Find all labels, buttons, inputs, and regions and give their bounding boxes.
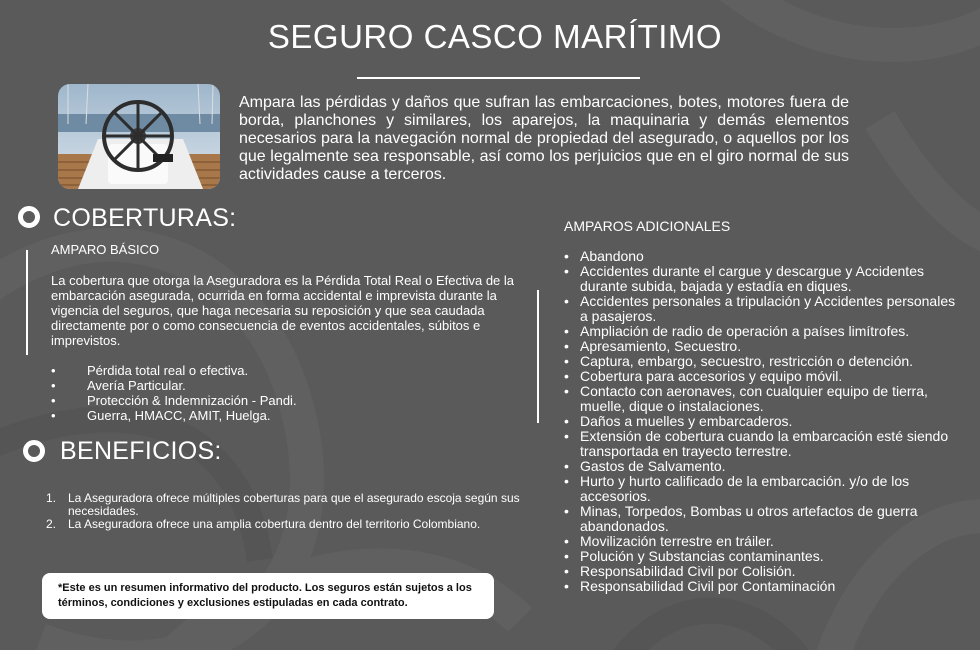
- list-text: La Aseguradora ofrece múltiples coberturas para que el asegurado escoja según sus necesidades.: [68, 491, 520, 518]
- beneficios-list: [46, 492, 526, 531]
- page-title: SEGURO CASCO MARÍTIMO: [267, 18, 723, 55]
- amparo-basico-heading: AMPARO BÁSICO: [51, 242, 160, 257]
- coberturas-list: [51, 363, 451, 423]
- list-item: • Cobertura para accesorios y equipo móvil.: [563, 369, 963, 384]
- list-item: • Avería Particular.: [51, 378, 451, 393]
- list-item: • Protección & Indemnización - Pandi.: [51, 393, 451, 408]
- amparos-adicionales-list: [563, 249, 963, 594]
- list-item: • Accidentes personales a tripulación y Accidentes personales a pasajeros.: [563, 294, 963, 324]
- list-item: • Contacto con aeronaves, con cualquier equipo de tierra, muelle, dique o instalaciones.: [563, 384, 963, 414]
- list-item: [46, 518, 526, 531]
- beneficios-heading: BENEFICIOS:: [60, 437, 222, 465]
- boat-helm-image: [58, 84, 220, 189]
- title-underline: [357, 77, 640, 79]
- list-number: 2.: [46, 517, 57, 531]
- boat-helm-photo: [58, 84, 220, 189]
- list-item: • Movilización terrestre en tráiler.: [563, 534, 963, 549]
- list-item: • Gastos de Salvamento.: [563, 459, 963, 474]
- list-item: • Minas, Torpedos, Bombas u otros artefactos de guerra abandonados.: [563, 504, 963, 534]
- list-item: • Responsabilidad Civil por Colisión.: [563, 564, 963, 579]
- list-item: • Hurto y hurto calificado de la embarcación. y/o de los accesorios.: [563, 474, 963, 504]
- list-item: • Pérdida total real o efectiva.: [51, 363, 451, 378]
- list-item: • Responsabilidad Civil por Contaminación: [563, 579, 963, 594]
- list-item: • Polución y Substancias contaminantes.: [563, 549, 963, 564]
- list-item: • Extensión de cobertura cuando la embarcación esté siendo transportada en trayecto terrestre.: [563, 429, 963, 459]
- list-item: • Accidentes durante el cargue y descargue y Accidentes durante subida, bajada y estadía en diques.: [563, 264, 963, 294]
- amparos-divider: [537, 290, 539, 423]
- list-item: • Captura, embargo, secuestro, restricción o detención.: [563, 354, 963, 369]
- list-text: La Aseguradora ofrece una amplia cobertura dentro del territorio Colombiano.: [68, 517, 481, 531]
- coberturas-divider: [26, 250, 28, 355]
- amparos-adicionales-heading: AMPAROS ADICIONALES: [564, 218, 731, 234]
- list-item: • Daños a muelles y embarcaderos.: [563, 414, 963, 429]
- list-item: [46, 492, 526, 518]
- list-item: • Abandono: [563, 249, 963, 264]
- coberturas-heading: COBERTURAS:: [53, 204, 237, 232]
- disclaimer-box: [42, 573, 494, 619]
- list-number: 1.: [46, 491, 57, 505]
- intro-text: Ampara las pérdidas y daños que sufran las embarcaciones, botes, motores fuera de borda, planchones y similares, los aparejos, la maquinaria y demás elementos necesarios para la navegación normal de propiedad del asegurado, o aquellos por los que legalmente sea responsable, así como los perjuicios que en el giro normal de sus actividades cause a terceros.: [239, 94, 849, 183]
- list-item: • Guerra, HMACC, AMIT, Huelga.: [51, 408, 451, 423]
- beneficios-bullet-icon: [23, 440, 45, 462]
- coberturas-bullet-icon: [18, 206, 40, 228]
- list-item: • Apresamiento, Secuestro.: [563, 339, 963, 354]
- amparo-basico-description: La cobertura que otorga la Aseguradora es la Pérdida Total Real o Efectiva de la embarcación asegurada, ocurrida en forma accidental e imprevista durante la vigencia del seguros, que haga necesaria su reposición y que sea caudada directamente por o como consecuencia de eventos accidentales, súbitos e imprevistos.: [51, 273, 515, 348]
- disclaimer-text: *Este es un resumen informativo del producto. Los seguros están sujetos a los términos, condiciones y exclusiones estipuladas en cada contrato.: [58, 582, 472, 609]
- list-item: • Ampliación de radio de operación a países limítrofes.: [563, 324, 963, 339]
